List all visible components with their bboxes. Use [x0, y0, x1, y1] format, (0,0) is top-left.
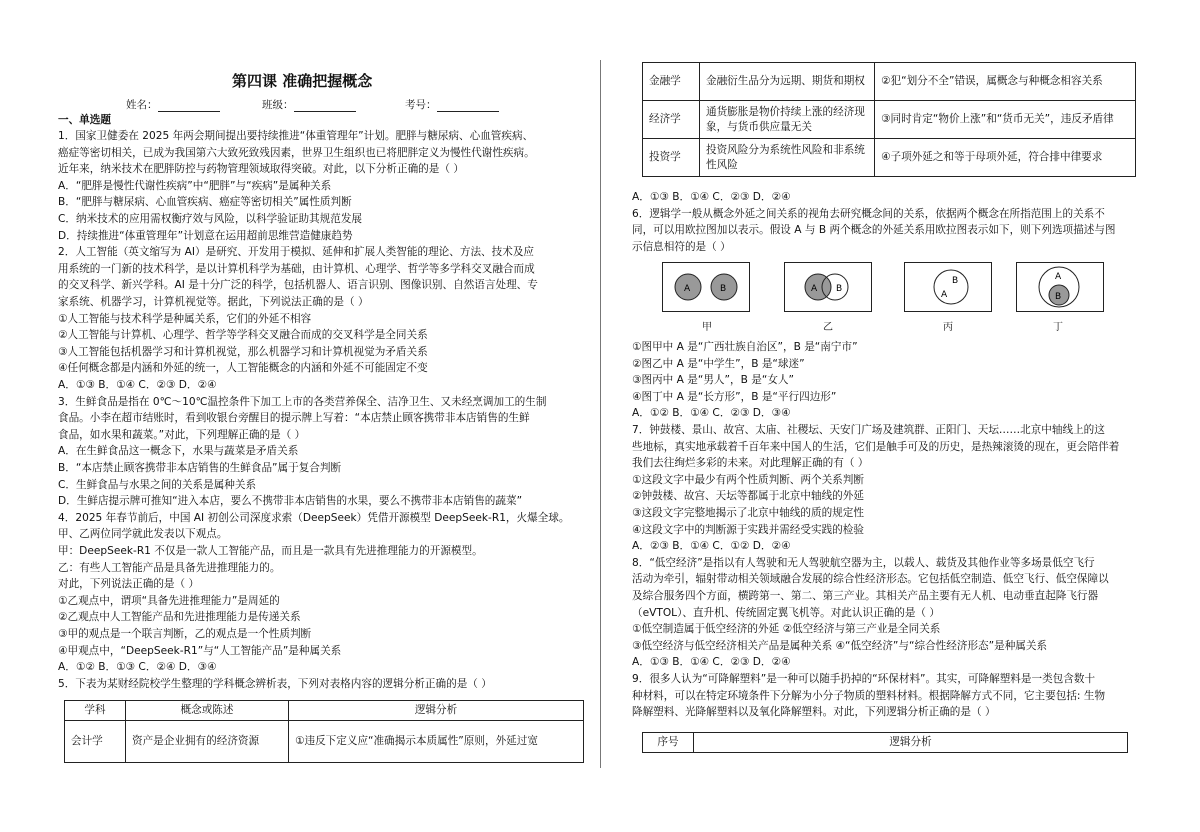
- text-line: 癌症等密切相关，已成为我国第六大致死致残因素，世界卫生组织也已将肥胖定义为慢性代谢性疾病。: [58, 146, 535, 159]
- text-line: 8．“低空经济”是指以有人驾驶和无人驾驶航空器为主，以载人、载货及其他作业等多场景低空飞行: [632, 556, 1095, 569]
- id-field: 考号：: [405, 97, 499, 112]
- text-line: C．纳米技术的应用需权衡疗效与风险，以科学验证助其规范发展: [58, 213, 363, 225]
- text-line: A．①③ B．①④ C．②③ D．②④: [632, 191, 791, 203]
- table-cell: 投资学: [643, 139, 700, 177]
- euler-diagram-jia: [662, 262, 750, 312]
- text-line: C．生鲜食品与水果之间的关系是属种关系: [58, 478, 257, 491]
- text-line: 5．下表为某财经院校学生整理的学科概念辨析表，下列对表格内容的逻辑分析正确的是（ ）: [58, 677, 492, 690]
- circle-a: [805, 274, 831, 300]
- text-line: A．①② B．①③ C．②④ D．③④: [58, 661, 217, 674]
- text-line: 9．很多人认为“可降解塑料”是一种可以随手扔掉的“环保材料”。其实，可降解塑料是一类包含数十: [632, 673, 1096, 685]
- text-line: 4．2025 年春节前后，中国 AI 初创公司深度求索（DeepSeek）凭借开源模型 DeepSeek-R1，火爆全球。: [58, 511, 570, 524]
- text-line: B．“本店禁止顾客携带非本店销售的生鲜食品”属于复合判断: [58, 462, 342, 474]
- text-line: 食品。小李在超市结账时，看到收银台旁醒目的提示牌上写着：“本店禁止顾客携带非本店销售的生鲜: [58, 412, 530, 425]
- class-blank[interactable]: [294, 99, 356, 112]
- table-header: 学科: [65, 701, 126, 721]
- table-cell: ①违反下定义应“准确揭示本质属性”原则，外延过宽: [289, 721, 584, 763]
- text-line: A．①③ B．①④ C．②③ D．②④: [632, 656, 791, 669]
- text-line: D．生鲜店提示牌可推知“进入本店，要么不携带非本店销售的水果，要么不携带非本店销售的蔬菜”: [58, 495, 523, 508]
- text-line: 对此，下列说法正确的是（ ）: [58, 578, 200, 591]
- figure-label: 甲: [702, 322, 712, 333]
- euler-diagram-ding: [1016, 262, 1104, 312]
- text-line: ①乙观点中，谓项“具备先进推理能力”是周延的: [58, 594, 280, 607]
- text-line: ②钟鼓楼、故宫、天坛等都属于北京中轴线的外延: [632, 490, 864, 503]
- text-line: ①图甲中 A 是“广西壮族自治区”，B 是“南宁市”: [632, 341, 858, 353]
- name-field: 姓名：: [126, 97, 220, 112]
- text-line: ①低空制造属于低空经济的外延 ②低空经济与第三产业是全同关系: [632, 623, 941, 636]
- table-header: 逻辑分析: [289, 701, 584, 721]
- subject-table-continued: [642, 62, 1136, 177]
- label-a: A: [1055, 272, 1062, 282]
- text-line: D．持续推进“体重管理年”计划意在运用超前思维营造健康趋势: [58, 229, 353, 242]
- table-cell: 经济学: [643, 101, 700, 139]
- name-blank[interactable]: [158, 99, 220, 112]
- text-line: 家系统、机器学习，计算机视觉等。据此，下列说法正确的是（ ）: [58, 296, 369, 308]
- text-line: ②图乙中 A 是“中学生”，B 是“球迷”: [632, 357, 805, 370]
- table-cell: ②犯“划分不全”错误，属概念与种概念相容关系: [875, 63, 1136, 101]
- id-blank[interactable]: [437, 99, 499, 112]
- figure-label: 乙: [823, 322, 833, 333]
- euler-diagram-yi: [784, 262, 872, 312]
- figure-label: 丙: [943, 322, 953, 333]
- text-line: 示信息相符的是（ ）: [632, 240, 731, 253]
- analysis-table: [642, 732, 1128, 753]
- text-line: A．①② B．①④ C．②③ D．③④: [632, 407, 791, 420]
- label-a: A: [941, 290, 948, 300]
- text-line: 及综合服务四个方面，横跨第一、第二、第三产业。其相关产品主要有无人机、电动垂直起降飞行器: [632, 590, 1099, 602]
- text-line: ①人工智能与技术科学是种属关系，它们的外延不相容: [58, 312, 312, 325]
- column-divider: [600, 60, 601, 768]
- table-header: 概念或陈述: [126, 701, 289, 721]
- text-line: ②人工智能与计算机、心理学、哲学等学科交叉融合而成的交叉科学是全同关系: [58, 329, 428, 342]
- table-header: 序号: [643, 733, 694, 753]
- table-cell: 金融学: [643, 63, 700, 101]
- text-line: A．①③ B．①④ C．②③ D．②④: [58, 379, 217, 391]
- table-cell: 资产是企业拥有的经济资源: [126, 721, 289, 763]
- text-line: 同，可以用欧拉图加以表示。假设 A 与 B 两个概念的外延关系用欧拉图表示如下，则下列选项描述与图: [632, 224, 1116, 237]
- text-line: 1．国家卫健委在 2025 年两会期间提出要持续推进“体重管理年”计划。肥胖与糖尿病、心血管疾病、: [58, 130, 534, 142]
- text-line: ③人工智能包括机器学习和计算机视觉，那么机器学习和计算机视觉为矛盾关系: [58, 345, 428, 358]
- class-field: 班级：: [262, 97, 356, 112]
- text-line: 我们去往绚烂多彩的未来。对此理解正确的有（ ）: [632, 457, 869, 470]
- text-line: B．“肥胖与糖尿病、心血管疾病、癌症等密切相关”属性质判断: [58, 196, 352, 209]
- text-line: ①这段文字中最少有两个性质判断、两个关系判断: [632, 473, 864, 486]
- table-cell: ④子项外延之和等于母项外延，符合排中律要求: [875, 139, 1136, 177]
- table-cell: 会计学: [65, 721, 126, 763]
- table-cell: ③同时肯定“物价上涨”和“货币无关”，违反矛盾律: [875, 101, 1136, 139]
- label-a: A: [684, 284, 691, 294]
- text-line: ③甲的观点是一个联言判断，乙的观点是一个性质判断: [58, 628, 312, 640]
- text-line: 甲：DeepSeek-R1 不仅是一款人工智能产品，而且是一款具有先进推理能力的开源模型。: [58, 545, 483, 557]
- euler-diagram-bing: [904, 262, 992, 312]
- subject-table-top: [64, 700, 584, 763]
- text-line: 种材料，可以在特定环境条件下分解为小分子物质的塑料材料。根据降解方式不同，它主要包括: 生物: [632, 689, 1106, 702]
- label-b: B: [720, 284, 727, 294]
- text-line: ②乙观点中人工智能产品和先进推理能力是传递关系: [58, 611, 301, 624]
- table-cell: 金融衍生品分为远期、期货和期权: [700, 63, 875, 101]
- text-line: ③这段文字完整地揭示了北京中轴线的质的规定性: [632, 507, 864, 519]
- text-line: 用系统的一门新的技术科学，是以计算机科学为基础，由计算机、心理学、哲学等多学科交叉融合而成: [58, 262, 535, 275]
- table-header: 逻辑分析: [694, 733, 1128, 753]
- label-b: B: [836, 284, 843, 294]
- text-line: ④图丁中 A 是“长方形”，B 是“平行四边形”: [632, 390, 837, 403]
- text-line: 乙：有些人工智能产品是具备先进推理能力的。: [58, 561, 281, 574]
- text-line: ③图丙中 A 是“男人”，B 是“女人”: [632, 374, 795, 387]
- text-line: 7．钟鼓楼、景山、故宫、太庙、社稷坛、天安门广场及建筑群、正阳门、天坛……北京中轴线上的这: [632, 424, 1105, 436]
- text-line: ④任何概念都是内涵和外延的统一，人工智能概念的内涵和外延不可能固定不变: [58, 362, 428, 375]
- label-a: A: [811, 284, 818, 294]
- table-cell: 投资风险分为系统性风险和非系统性风险: [700, 139, 875, 177]
- text-line: A．“肥胖是慢性代谢性疾病”中“肥胖”与“疾病”是属种关系: [58, 179, 332, 192]
- text-line: 6．逻辑学一般从概念外延之间关系的视角去研究概念间的关系，依据两个概念在所指范围上的关系不: [632, 207, 1105, 220]
- euler-svg-bing: [905, 263, 991, 311]
- circle-b: [934, 270, 968, 304]
- text-line: 3．生鲜食品是指在 0℃～10℃温控条件下加工上市的各类营养保全、洁净卫生、又未经烹调加工的生制: [58, 395, 547, 408]
- text-line: A．在生鲜食品这一概念下，水果与蔬菜是矛盾关系: [58, 445, 299, 458]
- euler-svg-yi: [785, 263, 871, 311]
- text-line: 降解塑料、光降解塑料以及氧化降解塑料。对此，下列逻辑分析正确的是（ ）: [632, 706, 996, 719]
- text-line: ④这段文字中的判断源于实践并需经受实践的检验: [632, 523, 864, 536]
- figure-label: 丁: [1053, 322, 1063, 333]
- text-line: 2．人工智能（英文缩写为 AI）是研究、开发用于模拟、延伸和扩展人类智能的理论、方法、技术及应: [58, 246, 535, 259]
- table-cell: 通货膨胀是物价持续上涨的经济现象，与货币供应量无关: [700, 101, 875, 139]
- text-line: A．②③ B．①④ C．①② D．②④: [632, 540, 791, 553]
- euler-svg-ding: [1017, 263, 1103, 311]
- text-line: 的交叉科学、新兴学科。AI 是十分广泛的科学，包括机器人、语言识别、图像识别、自然语言处理、专: [58, 279, 538, 292]
- text-line: （eVTOL）、直升机、传统固定翼飞机等。对此认识正确的是（ ）: [632, 606, 940, 619]
- label-b: B: [952, 276, 959, 286]
- text-line: 活动为牵引，辐射带动相关领域融合发展的综合性经济形态。它包括低空制造、低空飞行、低空保障以: [632, 573, 1109, 586]
- section-heading: 一、单选题: [58, 114, 111, 126]
- euler-svg-jia: [663, 263, 749, 311]
- label-b: B: [1055, 292, 1062, 302]
- text-line: 些地标，真实地承载着千百年来中国人的生活，它们是触手可及的历史，是热辣滚烫的现在，更会陪伴着: [632, 440, 1120, 453]
- text-line: 食品，如水果和蔬菜。”对此，下列理解正确的是（ ）: [58, 428, 306, 441]
- page-title: 第四课 准确把握概念: [232, 72, 373, 90]
- text-line: 甲、乙两位同学就此发表以下观点。: [58, 528, 228, 541]
- text-line: ④甲观点中，“DeepSeek-R1”与“人工智能产品”是种属关系: [58, 644, 342, 657]
- text-line: ③低空经济与低空经济相关产品是属种关系 ④“低空经济”与“综合性经济形态”是种属关系: [632, 639, 1048, 652]
- text-line: 近年来，纳米技术在肥胖防控与药物管理领域取得突破。对此，以下分析正确的是（ ）: [58, 163, 464, 176]
